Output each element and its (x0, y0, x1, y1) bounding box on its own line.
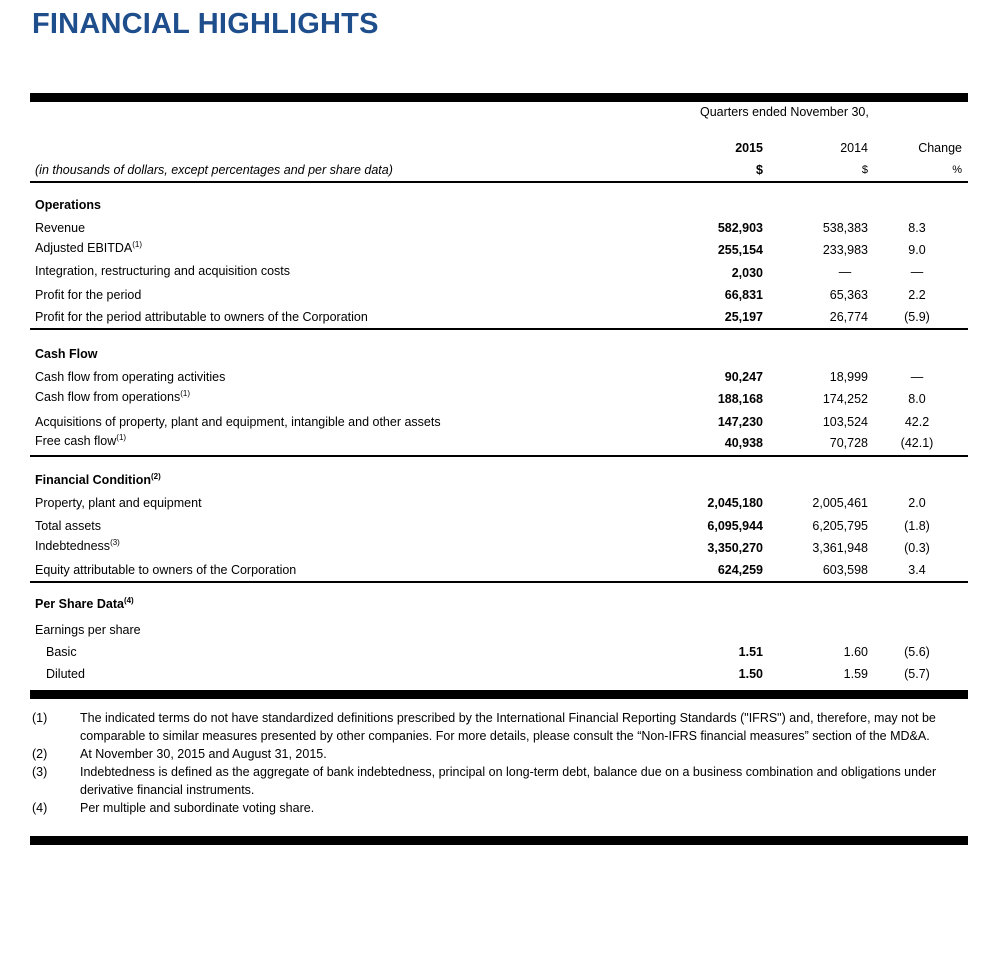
value-change: 2.2 (908, 288, 926, 302)
footnote-text: At November 30, 2015 and August 31, 2015. (80, 747, 327, 761)
value-2015: 66,831 (724, 288, 763, 302)
footnote-text: Per multiple and subordinate voting share. (80, 801, 315, 815)
footnote-ref: (1) (180, 388, 190, 398)
header-rule (30, 181, 968, 183)
value-2015: 624,259 (717, 563, 763, 577)
row-label: Cash flow from operating activities (35, 370, 226, 384)
row-label: Property, plant and equipment (35, 496, 202, 510)
page-title: FINANCIAL HIGHLIGHTS (32, 8, 379, 40)
value-2014: 1.60 (843, 645, 868, 659)
value-change: — (910, 370, 924, 384)
period-header: Quarters ended November 30, (700, 105, 869, 119)
row-label: Basic (46, 645, 77, 659)
row-label: Diluted (46, 667, 85, 681)
row-label: Integration, restructuring and acquisition costs (35, 264, 290, 278)
row-label: Total assets (35, 519, 102, 533)
value-2015: 582,903 (717, 221, 763, 235)
value-2014: 103,524 (822, 415, 868, 429)
row-label: Adjusted EBITDA$^{(1)}$ (35, 239, 143, 255)
row-label: Profit for the period attributable to owners of the Corporation (35, 310, 368, 324)
footnote-number: (2) (32, 747, 48, 761)
subheading-eps: Earnings per share (35, 623, 141, 637)
row-label: Equity attributable to owners of the Corporation (35, 563, 297, 577)
value-change: (5.7) (904, 667, 930, 681)
section-heading-cash-flow: Cash Flow (35, 347, 98, 361)
section-heading-financial-condition: Financial Condition$^{(2)}$ (35, 471, 161, 487)
value-2014: — (838, 265, 852, 279)
row-label: Revenue (35, 221, 86, 235)
footer-rule (30, 836, 968, 845)
table-bottom-rule (30, 690, 968, 699)
row-label: Cash flow from operations$^{(1)}$ (35, 388, 190, 404)
value-2015: 188,168 (717, 392, 763, 406)
value-2015: 3,350,270 (707, 541, 763, 555)
row-label: Acquisitions of property, plant and equipment, intangible and other assets (35, 415, 441, 429)
footnote-number: (3) (32, 765, 48, 779)
value-2014: 174,252 (822, 392, 868, 406)
value-2015: 1.50 (738, 667, 763, 681)
value-2014: 70,728 (829, 436, 868, 450)
top-rule (30, 93, 968, 102)
value-change: (0.3) (904, 541, 930, 555)
row-label: Free cash flow$^{(1)}$ (35, 432, 127, 448)
change-header: Change (918, 141, 962, 155)
value-2014: 3,361,948 (812, 541, 868, 555)
section-rule (30, 328, 968, 330)
footnote-text: Indebtedness is defined as the aggregate of bank indebtedness, principal on long-term debt, balance due on a business combination and obligations under derivative financial instruments. (80, 765, 937, 797)
unit-prior: $ (861, 164, 868, 176)
footnote-number: (1) (32, 711, 48, 725)
unit-current: $ (756, 163, 763, 177)
value-2014: 6,205,795 (812, 519, 868, 533)
value-2015: 1.51 (738, 645, 763, 659)
row-label: Indebtedness$^{(3)}$ (35, 537, 120, 553)
value-2014: 603,598 (822, 563, 868, 577)
section-heading-per-share: Per Share Data$^{(4)}$ (35, 595, 134, 611)
footnote-number: (4) (32, 801, 48, 815)
value-2015: 90,247 (724, 370, 763, 384)
value-change: 2.0 (908, 496, 926, 510)
value-change: (5.9) (904, 310, 930, 324)
value-change: (5.6) (904, 645, 930, 659)
value-change: 42.2 (904, 415, 930, 429)
value-2014: 65,363 (829, 288, 868, 302)
value-2015: 25,197 (724, 310, 763, 324)
value-2015: 2,030 (731, 266, 763, 280)
year-current-header: 2015 (735, 141, 763, 155)
value-change: 8.0 (908, 392, 926, 406)
section-heading-operations: Operations (35, 198, 101, 212)
value-2015: 6,095,944 (707, 519, 763, 533)
unit-change: % (952, 164, 962, 176)
footnote-ref: (2) (150, 471, 161, 481)
value-change: (42.1) (900, 436, 934, 450)
value-2015: 255,154 (717, 243, 763, 257)
footnote-ref: (3) (110, 537, 120, 547)
section-rule (30, 581, 968, 583)
footnote-ref: (1) (116, 432, 127, 442)
value-2014: 26,774 (829, 310, 868, 324)
section-rule (30, 455, 968, 457)
value-2015: 2,045,180 (707, 496, 763, 510)
year-prior-header: 2014 (840, 141, 868, 155)
value-change: 8.3 (908, 221, 926, 235)
value-2014: 2,005,461 (812, 496, 868, 510)
value-2014: 233,983 (822, 243, 868, 257)
value-2014: 538,383 (822, 221, 868, 235)
footnote-ref: (1) (132, 239, 143, 249)
value-change: — (910, 265, 924, 279)
units-note: (in thousands of dollars, except percentages and per share data) (35, 163, 393, 177)
value-2015: 40,938 (724, 436, 763, 450)
footnote-ref: (4) (123, 595, 134, 605)
value-change: (1.8) (904, 519, 930, 533)
row-label: Profit for the period (35, 288, 142, 302)
value-change: 9.0 (908, 243, 926, 257)
value-2014: 18,999 (829, 370, 868, 384)
value-2015: 147,230 (717, 415, 763, 429)
footnote-text: The indicated terms do not have standardized definitions prescribed by the International Financial Reporting Standards ("IFRS") and, therefore, may not be comparable to similar measures presented by other companies. For more details, please consult the “Non-IFRS financial measures” section of the MD&A. (80, 711, 936, 743)
value-change: 3.4 (908, 563, 926, 577)
value-2014: 1.59 (843, 667, 868, 681)
